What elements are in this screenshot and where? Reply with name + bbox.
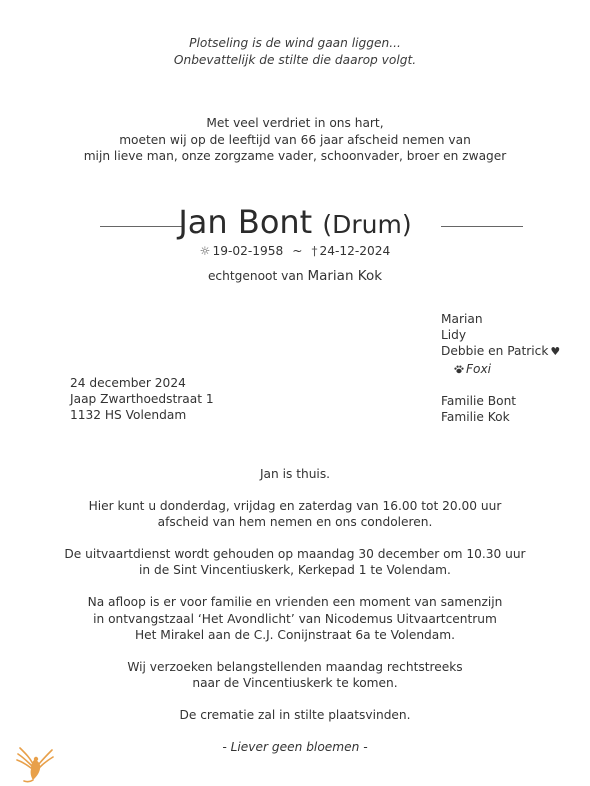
family-list <box>441 311 560 425</box>
pet-name: Foxi <box>466 361 492 376</box>
extended-family: Familie Bont <box>441 394 517 408</box>
date-separator: ~ <box>292 244 303 258</box>
heart-icon: ♥ <box>550 345 561 359</box>
detail-paragraph <box>0 546 590 578</box>
detail-line: Het Mirakel aan de C.J. Conijnstraat 6a te Volendam. <box>134 627 456 642</box>
detail-paragraph <box>0 659 590 691</box>
family-member: Lidy <box>441 328 467 343</box>
detail-line: afscheid van hem nemen en ons condoleren. <box>157 515 433 530</box>
closing-note: - Liever geen bloemen - <box>222 740 368 755</box>
address-block <box>70 375 214 424</box>
phoenix-bird-icon <box>14 744 56 784</box>
intro-line: moeten wij op de leeftijd van 66 jaar afscheid nemen van <box>119 132 471 147</box>
detail-line: Hier kunt u donderdag, vrijdag en zaterdag van 16.00 tot 20.00 uur <box>88 499 502 513</box>
spacer <box>441 377 560 393</box>
intro-line: Met veel verdriet in ons hart, <box>206 116 384 130</box>
extended-family: Familie Kok <box>441 410 510 425</box>
birth-date: 19-02-1958 <box>212 244 284 258</box>
detail-paragraph <box>0 498 590 530</box>
deceased-name <box>0 200 590 247</box>
detail-paragraph <box>0 594 590 643</box>
deceased-name-text: Jan Bont <box>178 203 313 241</box>
spouse-prefix: echtgenoot van <box>207 269 304 283</box>
deceased-name-row <box>0 200 590 244</box>
family-member: Marian <box>441 312 483 326</box>
detail-paragraph <box>0 707 590 723</box>
death-date: 24-12-2024 <box>319 244 391 258</box>
paw-icon <box>454 365 464 374</box>
intro-text <box>0 115 590 165</box>
life-dates <box>0 244 590 258</box>
detail-line: Jan is thuis. <box>259 467 331 481</box>
sun-icon: ☼ <box>199 244 211 258</box>
cross-icon: † <box>311 244 318 258</box>
spouse-line <box>0 268 590 284</box>
poem <box>0 35 590 69</box>
detail-line: Na afloop is er voor familie en vrienden een moment van samenzijn <box>87 595 503 610</box>
divider-right <box>441 226 523 227</box>
detail-line: in ontvangstzaal ‘Het Avondlicht’ van Nicodemus Uitvaartcentrum <box>93 611 497 626</box>
detail-line: Wij verzoeken belangstellenden maandag rechtstreeks <box>127 659 463 674</box>
intro-line: mijn lieve man, onze zorgzame vader, schoonvader, broer en zwager <box>83 149 507 163</box>
detail-line: naar de Vincentiuskerk te komen. <box>192 676 398 691</box>
address-street: Jaap Zwarthoedstraat 1 <box>70 392 214 407</box>
notice-date: 24 december 2024 <box>70 376 186 390</box>
family-member: Debbie en Patrick <box>441 344 549 359</box>
address-city: 1132 HS Volendam <box>70 408 187 423</box>
pet-row <box>441 361 560 377</box>
poem-line: Plotseling is de wind gaan liggen... <box>189 36 401 50</box>
family-member-row <box>441 343 560 360</box>
detail-line: De uitvaartdienst wordt gehouden op maandag 30 december om 10.30 uur <box>64 547 526 562</box>
detail-line: in de Sint Vincentiuskerk, Kerkepad 1 te Volendam. <box>139 563 451 578</box>
funeral-details <box>0 466 590 771</box>
detail-paragraph <box>0 466 590 482</box>
deceased-nickname: (Drum) <box>322 210 412 239</box>
spouse-name: Marian Kok <box>307 268 383 284</box>
poem-line: Onbevattelijk de stilte die daarop volgt. <box>173 53 417 67</box>
detail-line: De crematie zal in stilte plaatsvinden. <box>179 708 411 723</box>
